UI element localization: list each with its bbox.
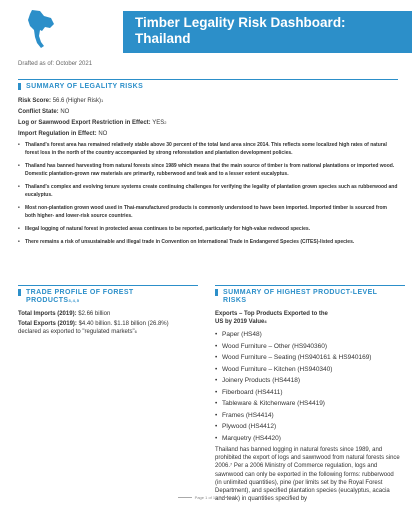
list-item: • Wood Furniture – Other (HS940360) xyxy=(215,341,405,353)
list-item: • There remains a risk of unsustainable and illegal trade in Convention on International Trade in Endangered Species (CITES)-listed species. xyxy=(18,238,398,246)
risk-score-footnote: 1 xyxy=(101,98,104,103)
trade-heading xyxy=(18,285,198,305)
risk-score-label: Risk Score: xyxy=(18,98,52,104)
list-item: • Thailand's complex and evolving tenure systems create continuing challenges for verifying the legality of plantation grown species such as rubberwood and eucalyptus. xyxy=(18,183,398,199)
export-restriction-label: Log or Sawnwood Export Restriction in Effect: xyxy=(18,120,151,126)
products-heading-line-2: RISKS xyxy=(223,297,247,304)
export-restriction-value: YES xyxy=(152,120,165,126)
trade-heading-footnote: 3,4,5 xyxy=(68,298,80,303)
exports-subheading-line-2: US by 2019 Value xyxy=(215,319,265,325)
total-imports-label: Total Imports (2019): xyxy=(18,311,77,317)
drafted-date: Drafted as of: October 2021 xyxy=(18,61,93,67)
top-products-list xyxy=(215,329,405,444)
footer-rule-left xyxy=(178,497,192,498)
risk-score xyxy=(18,97,103,105)
exports-subheading-footnote: 4 xyxy=(264,319,267,324)
exports-subheading xyxy=(215,310,405,326)
export-restriction-footnote: 2 xyxy=(164,120,167,125)
total-exports xyxy=(18,320,203,336)
title-banner xyxy=(123,11,412,53)
export-ban-paragraph: Thailand has banned logging in natural forests since 1989, and prohibited the export of logs and sawnwood from natural forests since 2006.⁷ Per a 2006 Ministry of Commerce regulation, logs and sawnwood can only be exported in the following forms: rubberwood (in unlimited quantities), pine (per limits set by the Royal Forest Department), and specified plantation species (eucalyptus, acacia and teak) in quantities specified by xyxy=(215,447,400,503)
total-exports-footnote: 6 xyxy=(134,329,137,334)
list-item: • Plywood (HS4412) xyxy=(215,421,405,433)
list-item: • Joinery Products (HS4418) xyxy=(215,375,405,387)
page-number: Page 1 of 15 xyxy=(194,495,218,500)
summary-bullets xyxy=(18,141,398,251)
list-item: • Paper (HS48) xyxy=(215,329,405,341)
list-item: • Wood Furniture – Seating (HS940161 & HS940169) xyxy=(215,352,405,364)
heading-accent-bar xyxy=(215,289,218,296)
total-imports xyxy=(18,310,203,318)
trade-heading-text xyxy=(22,286,198,305)
total-imports-value: $2.66 billion xyxy=(78,311,111,317)
summary-heading-text: SUMMARY OF LEGALITY RISKS xyxy=(26,83,144,90)
trade-heading-line-2: PRODUCTS xyxy=(26,297,69,304)
import-regulation xyxy=(18,130,107,138)
total-exports-note: declared as exported to "regulated markets" xyxy=(18,329,135,335)
products-heading-text xyxy=(219,286,405,305)
exports-subheading-line-1: Exports – Top Products Exported to the xyxy=(215,311,328,317)
list-item: • Illegal logging of natural forest in protected areas continues to be reported, particularly for high-value redwood species. xyxy=(18,225,398,233)
heading-accent-bar xyxy=(18,83,21,90)
list-item: • Frames (HS4414) xyxy=(215,410,405,422)
list-item: • Wood Furniture – Kitchen (HS940340) xyxy=(215,364,405,376)
page-title xyxy=(135,15,346,47)
import-regulation-label: Import Regulation in Effect: xyxy=(18,131,97,137)
page-footer xyxy=(0,495,412,500)
heading-accent-bar xyxy=(18,289,21,296)
list-item: • Most non-plantation grown wood used in Thai-manufactured products is commonly understood to have been imported. Imported timber is sourced from both higher- and lower-risk source countries. xyxy=(18,204,398,220)
list-item: • Tableware & Kitchenware (HS4419) xyxy=(215,398,405,410)
list-item: • Fiberboard (HS4411) xyxy=(215,387,405,399)
total-exports-value: $4.40 billion. $1.18 billion (26.8%) xyxy=(78,321,169,327)
risk-score-value: 56.6 (Higher Risk) xyxy=(52,98,102,104)
total-exports-label: Total Exports (2019): xyxy=(18,321,77,327)
list-item: • Thailand's forest area has remained relatively stable above 30 percent of the total land area since 2014. This reflects some localized high rates of natural forest loss in the north of the country accompanied by strong reforestation and plantation development policies. xyxy=(18,141,398,157)
thailand-map-icon xyxy=(18,8,60,50)
list-item: • Thailand has banned harvesting from natural forests since 1989 which means that the main source of timber is from national plantations or imported wood. Domestic plantation-grown raw materials are primarily, rubberwood and teak and to a lesser extent eucalyptus. xyxy=(18,162,398,178)
title-line-2: Thailand xyxy=(135,31,191,46)
summary-heading xyxy=(18,79,398,91)
list-item: • Marquetry (HS4420) xyxy=(215,433,405,445)
products-heading-line-1: SUMMARY OF HIGHEST PRODUCT-LEVEL xyxy=(223,289,378,296)
conflict-state-label: Conflict State: xyxy=(18,109,59,115)
export-restriction xyxy=(18,119,166,127)
conflict-state xyxy=(18,108,69,116)
header xyxy=(0,0,412,58)
conflict-state-value: NO xyxy=(60,109,70,115)
import-regulation-value: NO xyxy=(98,131,108,137)
footer-rule-right xyxy=(220,497,234,498)
products-heading xyxy=(215,285,405,305)
trade-heading-line-1: TRADE PROFILE OF FOREST xyxy=(26,289,134,296)
title-line-1: Timber Legality Risk Dashboard: xyxy=(135,15,346,30)
